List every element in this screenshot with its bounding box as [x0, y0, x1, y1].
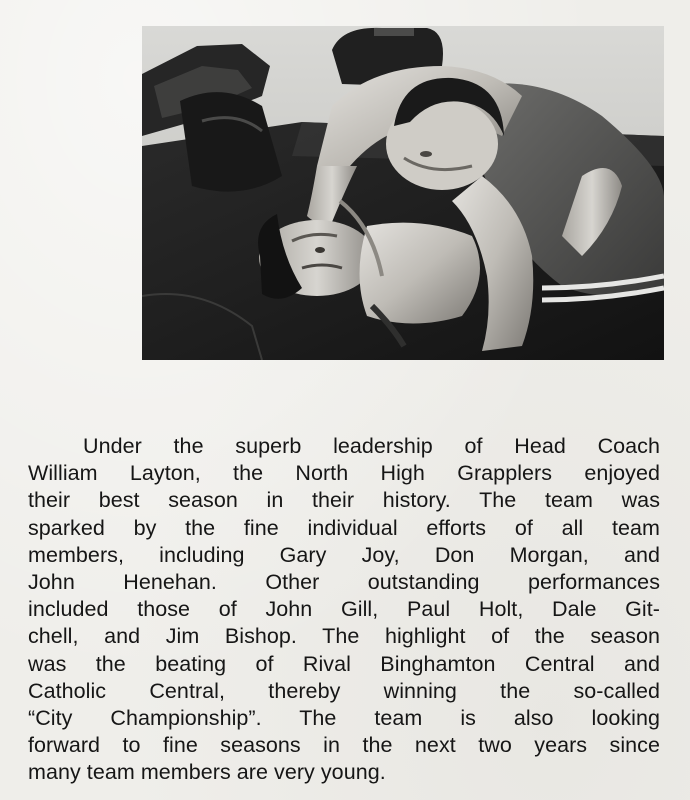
article-line-10: Catholic Central, thereby winning the so-called — [28, 678, 660, 703]
article-line-13: many team members are very young. — [28, 760, 386, 785]
article-line-2: William Layton, the North High Grapplers enjoyed — [28, 461, 660, 486]
wrestling-photo — [142, 26, 664, 360]
article-line-8: chell, and Jim Bishop. The highlight of the season — [28, 624, 660, 649]
article-line-3: their best season in their history. The team was — [28, 488, 660, 513]
article-line-6: John Henehan. Other outstanding performances — [28, 569, 660, 594]
article-line-12: forward to fine seasons in the next two years since — [28, 733, 660, 758]
article-line-7: included those of John Gill, Paul Holt, Dale Git- — [28, 597, 660, 622]
article-line-5: members, including Gary Joy, Don Morgan, and — [28, 542, 660, 567]
article-line-1: Under the superb leadership of Head Coach — [83, 434, 660, 458]
article-text — [28, 433, 660, 786]
wrestling-photo-image — [142, 26, 664, 360]
article-line-9: was the beating of Rival Binghamton Central and — [28, 651, 660, 676]
article-line-4: sparked by the fine individual efforts of all team — [28, 515, 660, 540]
article-line-11: “City Championship”. The team is also looking — [28, 705, 660, 730]
